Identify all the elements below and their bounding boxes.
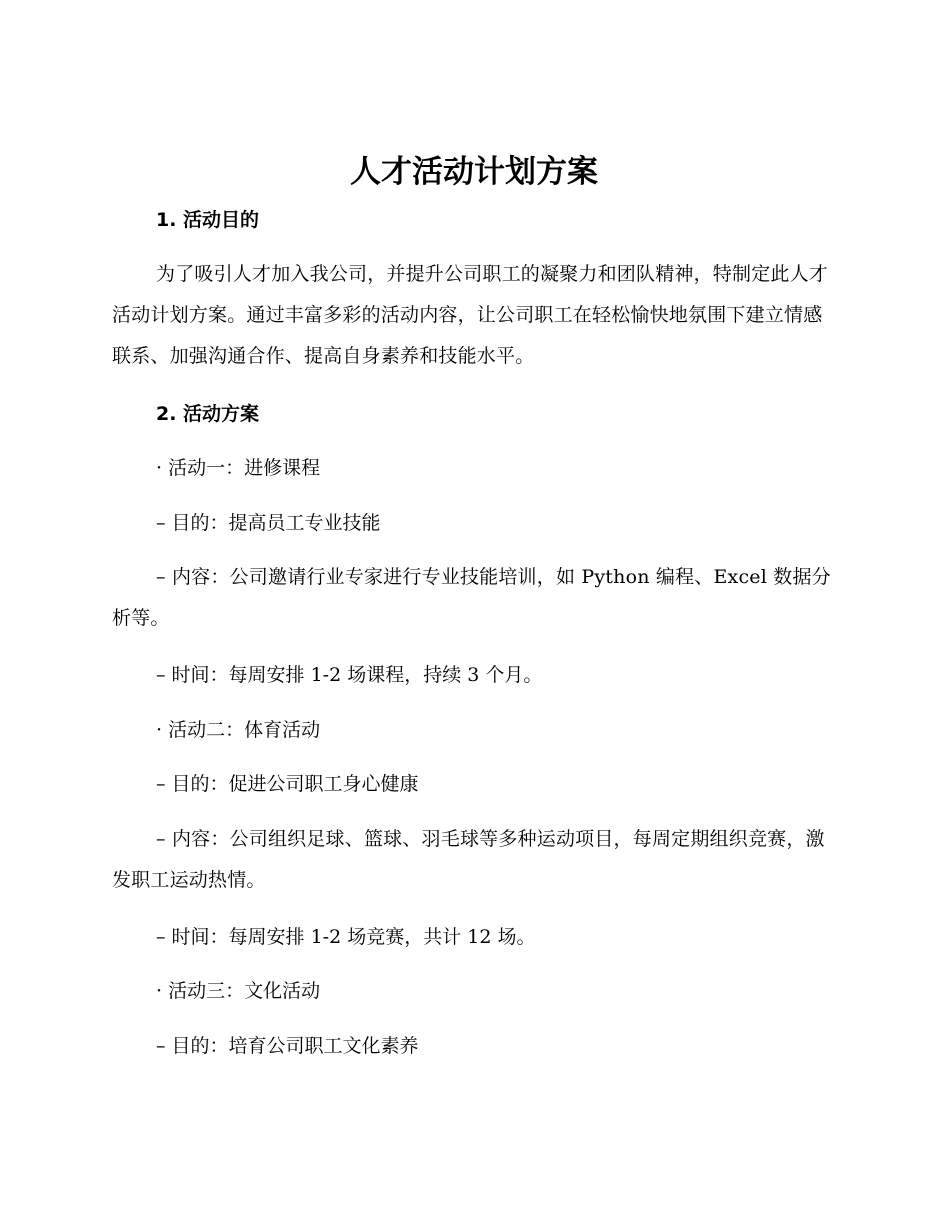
activity1-goal: – 目的：提高员工专业技能 [156,512,381,534]
purpose-paragraph: 为了吸引人才加入我公司，并提升公司职工的凝聚力和团队精神，特制定此人才活动计划方案。通过丰富多彩的活动内容，让公司职工在轻松愉快地氛围下建立情感联系、加强沟通合作、提高自身素养和技能水平。 [112,263,829,367]
activity1-time: – 时间：每周安排 1-2 场课程，持续 3 个月。 [156,664,543,686]
activity2-content: – 内容：公司组织足球、篮球、羽毛球等多种运动项目，每周定期组织竞赛，激发职工运动热情。 [112,828,825,891]
document-title: 人才活动计划方案 [350,154,598,190]
activity2-goal: – 目的：促进公司职工身心健康 [156,773,419,795]
activity1-name: · 活动一：进修课程 [156,457,321,479]
activity1-content: – 内容：公司邀请行业专家进行专业技能培训，如 Python 编程、Excel 数据分析等。 [112,566,831,629]
section-heading-purpose: 1. 活动目的 [156,209,260,231]
section-heading-plan: 2. 活动方案 [156,403,260,425]
activity3-name: · 活动三：文化活动 [156,980,321,1002]
activity3-goal: – 目的：培育公司职工文化素养 [156,1035,419,1057]
activity2-name: · 活动二：体育活动 [156,719,321,741]
activity2-time: – 时间：每周安排 1-2 场竞赛，共计 12 场。 [156,926,536,948]
